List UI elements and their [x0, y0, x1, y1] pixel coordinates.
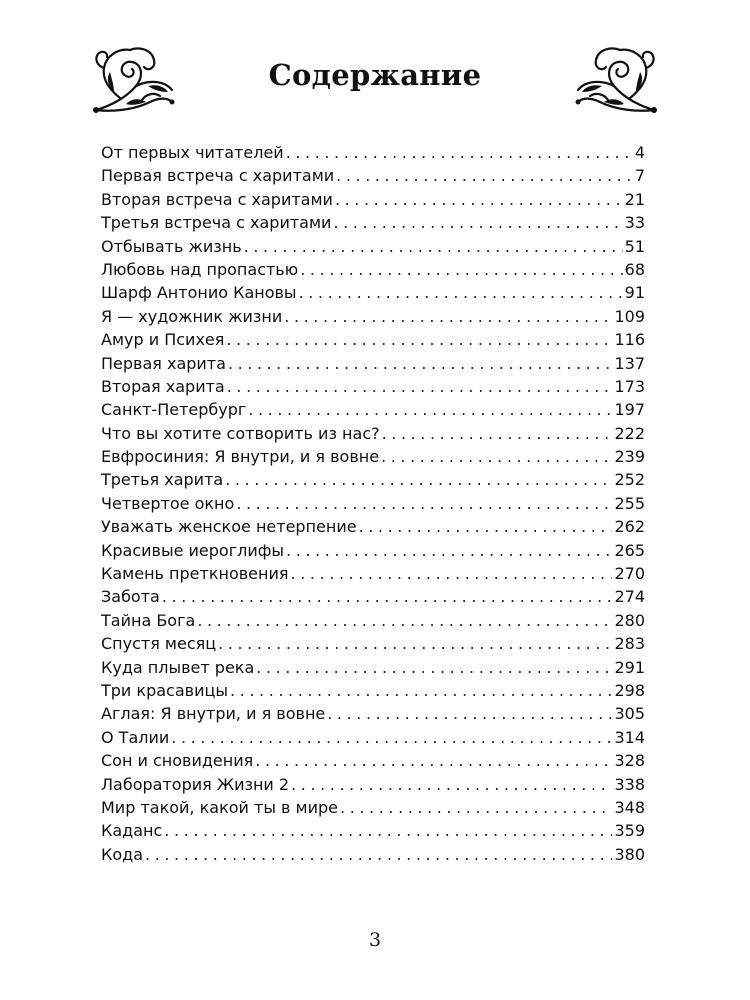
- toc-entry-title: Евфросиния: Я внутри, и я вовне: [101, 447, 380, 467]
- toc-entry-page: 222: [614, 423, 645, 443]
- dot-leader: [248, 398, 612, 421]
- toc-entry[interactable]: [101, 539, 645, 562]
- toc-entry-page: 291: [614, 657, 645, 677]
- toc-entry[interactable]: [101, 773, 645, 796]
- toc-entry-page: 305: [614, 704, 645, 724]
- toc-entry-title: Вторая харита: [101, 376, 225, 396]
- toc-entry[interactable]: [101, 726, 645, 749]
- toc-entry-page: 239: [614, 447, 645, 467]
- toc-entry[interactable]: [101, 632, 645, 655]
- toc-entry[interactable]: [101, 468, 645, 491]
- toc-entry-title: Амур и Психея: [101, 330, 225, 350]
- dot-leader: [230, 679, 612, 702]
- toc-entry-title: Тайна Бога: [101, 610, 196, 630]
- dot-leader: [286, 141, 633, 164]
- toc-entry-page: 280: [614, 610, 645, 630]
- dot-leader: [284, 305, 612, 328]
- toc-entry-page: 173: [614, 376, 645, 396]
- toc-entry-title: Отбывать жизнь: [101, 236, 242, 256]
- toc-entry-page: 348: [614, 797, 645, 817]
- dot-leader: [340, 796, 612, 819]
- toc-entry-page: 4: [634, 143, 645, 162]
- toc-entry-title: Куда плывет река: [101, 657, 255, 677]
- dot-leader: [382, 422, 613, 445]
- toc-entry[interactable]: [101, 515, 645, 538]
- toc-entry[interactable]: [101, 609, 645, 632]
- toc-entry[interactable]: [101, 702, 645, 725]
- flourish-icon: [574, 40, 660, 116]
- toc-entry[interactable]: [101, 843, 645, 866]
- toc-entry-title: Любовь над пропастью: [101, 259, 299, 279]
- toc-entry-page: 33: [624, 213, 645, 233]
- toc-entry-page: 116: [614, 330, 645, 350]
- dot-leader: [228, 352, 613, 375]
- toc-entry[interactable]: [101, 141, 645, 164]
- toc-entry-title: Шарф Антонио Кановы: [101, 283, 297, 303]
- dot-leader: [286, 539, 612, 562]
- toc-entry[interactable]: [101, 281, 645, 304]
- toc-entry[interactable]: [101, 819, 645, 842]
- toc-entry[interactable]: [101, 492, 645, 515]
- dot-leader: [381, 445, 612, 468]
- dot-leader: [225, 468, 612, 491]
- toc-entry[interactable]: [101, 656, 645, 679]
- dot-leader: [227, 375, 613, 398]
- toc-entry-page: 21: [624, 189, 645, 209]
- toc-entry[interactable]: [101, 375, 645, 398]
- toc-entry-title: Первая встреча с харитами: [101, 166, 335, 186]
- toc-entry-page: 283: [614, 634, 645, 654]
- dot-leader: [336, 164, 633, 187]
- toc-entry-page: 359: [614, 821, 645, 841]
- dot-leader: [255, 749, 612, 772]
- dot-leader: [244, 235, 623, 258]
- dot-leader: [359, 515, 613, 538]
- dot-leader: [197, 609, 612, 632]
- toc-entry-title: Кода: [101, 844, 144, 864]
- toc-entry-page: 298: [614, 680, 645, 700]
- toc-entry[interactable]: [101, 749, 645, 772]
- toc-entry-title: Четвертое окно: [101, 493, 235, 513]
- toc-entry-title: Вторая встреча с харитами: [101, 189, 333, 209]
- toc-entry-title: Спустя месяц: [101, 634, 217, 654]
- toc-entry-title: Санкт-Петербург: [101, 400, 247, 420]
- dot-leader: [226, 328, 612, 351]
- toc-entry-title: Мир такой, какой ты в мире: [101, 797, 339, 817]
- toc-entry[interactable]: [101, 445, 645, 468]
- toc-entry-page: 91: [624, 283, 645, 303]
- toc-entry[interactable]: [101, 258, 645, 281]
- toc-entry-page: 265: [614, 540, 645, 560]
- dot-leader: [145, 843, 612, 866]
- toc-entry-title: Третья харита: [101, 470, 224, 490]
- toc-entry-title: Красивые иероглифы: [101, 540, 285, 560]
- toc-entry-page: 274: [614, 587, 645, 607]
- toc-entry-page: 380: [614, 844, 645, 864]
- dot-leader: [256, 656, 612, 679]
- dot-leader: [291, 562, 613, 585]
- dot-leader: [327, 702, 612, 725]
- toc-entry-title: Что вы хотите сотворить из нас?: [101, 423, 380, 443]
- toc-entry-title: Уважать женское нетерпение: [101, 517, 357, 537]
- toc-entry[interactable]: [101, 562, 645, 585]
- toc-entry-page: 137: [614, 353, 645, 373]
- page-number: 3: [368, 929, 382, 951]
- toc-entry-title: Первая харита: [101, 353, 226, 373]
- dot-leader: [218, 632, 612, 655]
- toc-entry-page: 68: [624, 259, 645, 279]
- dot-leader: [171, 726, 612, 749]
- toc-entry[interactable]: [101, 585, 645, 608]
- header: [90, 40, 660, 120]
- toc-entry-page: 262: [614, 517, 645, 537]
- dot-leader: [162, 585, 613, 608]
- toc-entry[interactable]: [101, 305, 645, 328]
- toc-entry-page: 109: [614, 306, 645, 326]
- toc-entry-title: Забота: [101, 587, 160, 607]
- toc-entry[interactable]: [101, 235, 645, 258]
- page-title: Содержание: [268, 58, 482, 92]
- toc-entry[interactable]: [101, 211, 645, 234]
- toc-entry-page: 51: [624, 236, 645, 256]
- dot-leader: [164, 819, 612, 842]
- toc-entry-page: 255: [614, 493, 645, 513]
- toc-entry[interactable]: [101, 679, 645, 702]
- toc-entry-page: 270: [614, 564, 645, 584]
- toc-entry[interactable]: [101, 398, 645, 421]
- toc-entry-title: Аглая: Я внутри, и я вовне: [101, 704, 326, 724]
- toc-entry-title: От первых читателей: [101, 143, 284, 162]
- toc-entry[interactable]: [101, 164, 645, 187]
- toc-entry[interactable]: [101, 796, 645, 819]
- toc-entry[interactable]: [101, 422, 645, 445]
- toc-entry-page: 252: [614, 470, 645, 490]
- toc-entry-page: 338: [614, 774, 645, 794]
- toc-entry-title: Я — художник жизни: [101, 306, 283, 326]
- toc-entry-page: 314: [614, 727, 645, 747]
- table-of-contents: [101, 141, 645, 866]
- dot-leader: [291, 773, 612, 796]
- toc-entry[interactable]: [101, 188, 645, 211]
- toc-entry-page: 197: [614, 400, 645, 420]
- toc-entry-page: 7: [634, 166, 645, 186]
- toc-entry-title: Лаборатория Жизни 2: [101, 774, 290, 794]
- toc-entry-title: Третья встреча с харитами: [101, 213, 332, 233]
- toc-entry-title: Камень преткновения: [101, 564, 289, 584]
- dot-leader: [236, 492, 612, 515]
- toc-entry-page: 328: [614, 751, 645, 771]
- toc-entry[interactable]: [101, 328, 645, 351]
- toc-entry-title: О Талии: [101, 727, 170, 747]
- toc-entry-title: Три красавицы: [101, 680, 228, 700]
- dot-leader: [333, 211, 622, 234]
- dot-leader: [299, 281, 623, 304]
- toc-entry-title: Каданс: [101, 821, 163, 841]
- dot-leader: [300, 258, 622, 281]
- toc-entry-title: Сон и сновидения: [101, 751, 254, 771]
- dot-leader: [335, 188, 623, 211]
- toc-entry[interactable]: [101, 352, 645, 375]
